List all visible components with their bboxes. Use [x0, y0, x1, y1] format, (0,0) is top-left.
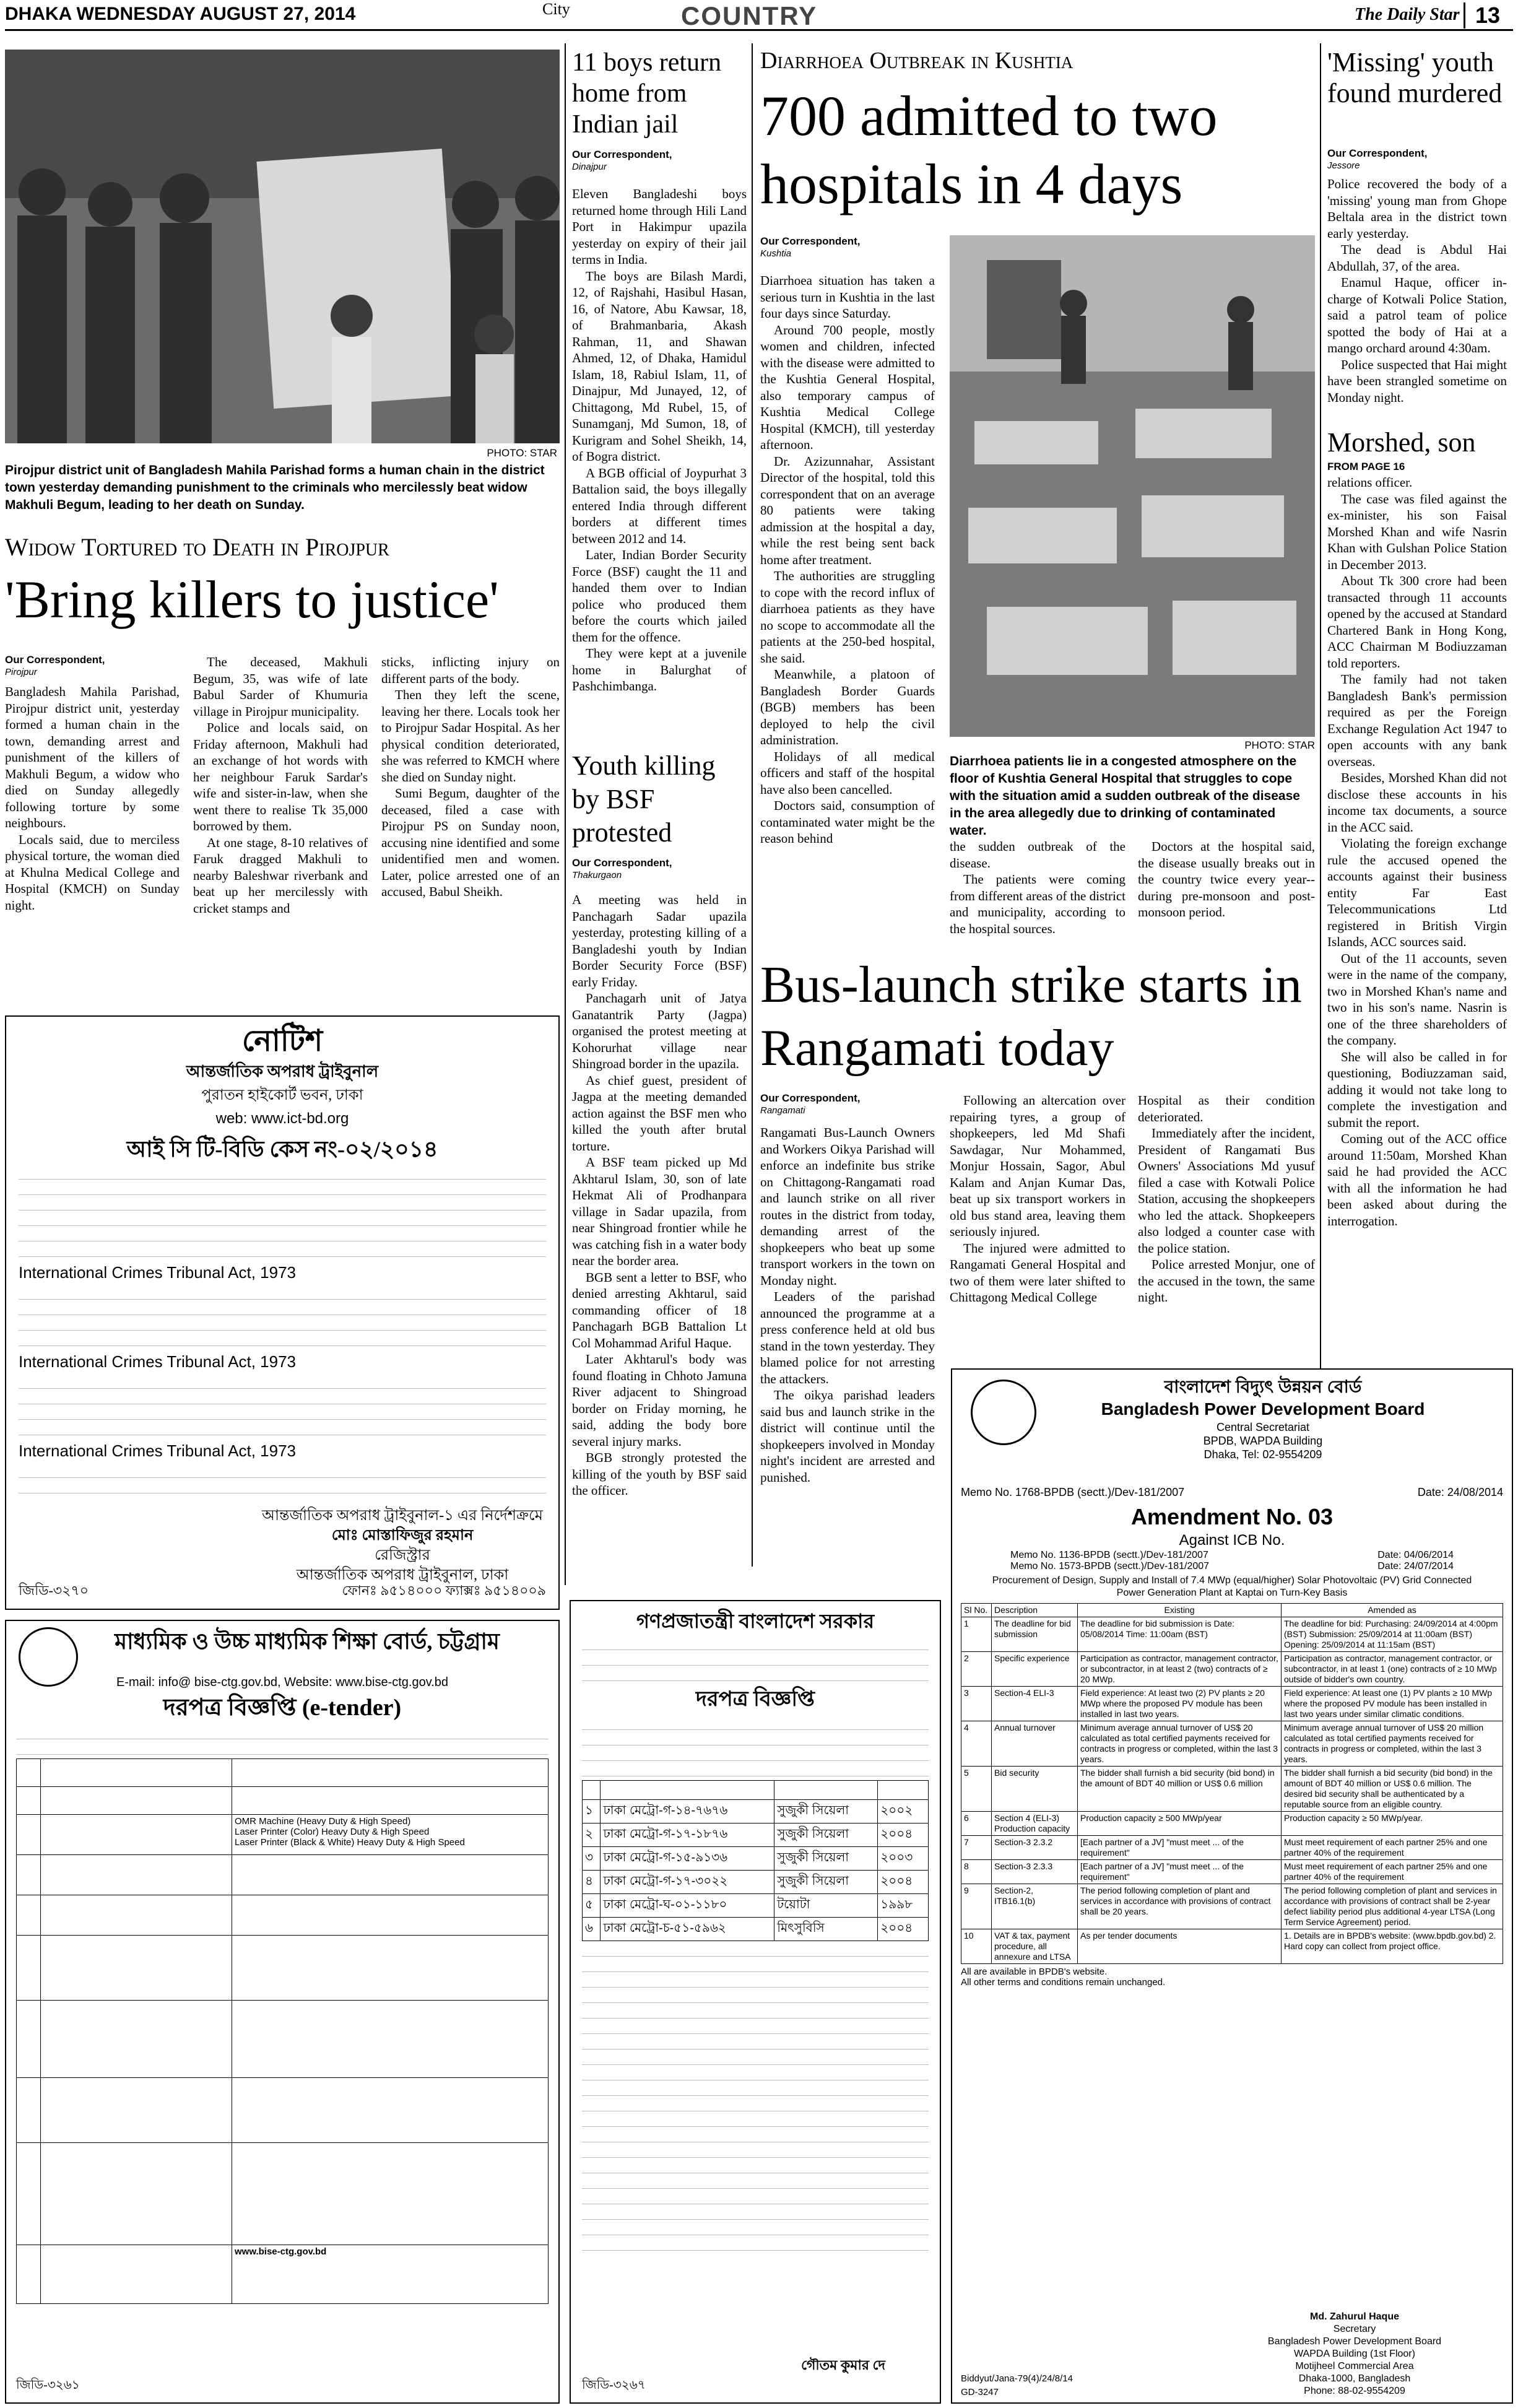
row-amended: The deadline for bid: Purchasing: 24/09/2014 at 4:00pm (BST) Submission: 25/09/2014 at 11:00am (BST) Opening: 25/09/2014 at 11:15am (BST)	[1282, 1617, 1503, 1652]
paragraph: Later, Indian Border Security Force (BSF) caught the 11 and handed them over to Indian police who produced them before the courts which jailed them for the offence.	[572, 547, 747, 645]
paragraph: Rangamati Bus-Launch Owners and Workers Oikya Parishad will enforce an indefinite bus strike on Chittagong-Rangamati road and launch strike on all river routes in the district from today, demanding arrest of the shopkeepers who beat up some transport workers in the town on Monday night.	[760, 1125, 935, 1288]
govt-signer: গৌতম কুমার দে	[801, 2357, 885, 2373]
row-sn: ২	[583, 1823, 601, 1847]
paragraph: Diarrhoea situation has taken a serious turn in Kushtia in the last four days since Saturday.	[760, 273, 935, 321]
paragraph: About Tk 300 crore had been transacted through 11 accounts opened by the accused at Standard Chartered Bank in Hong Kong, ACC Chairman M Bodiuzzaman told reporters.	[1327, 573, 1507, 671]
page-number: 13	[1464, 2, 1500, 28]
table-row	[583, 1871, 929, 1894]
tender-item: Laser Printer (Black & White) Heavy Duty & High Speed	[235, 1837, 465, 1848]
row-sl: 4	[961, 1721, 992, 1767]
byline-text: Our Correspondent,	[5, 654, 105, 666]
byline	[1327, 147, 1513, 172]
story-kicker: Widow Tortured to Death in Pirojpur	[5, 533, 389, 561]
row-sn: ১	[583, 1800, 601, 1823]
paragraph: Out of the 11 accounts, seven were in the name of the company, two in Morshed Khan's name and two in his son's name. Nasrin is one of the three shareholders of the company.	[1327, 950, 1507, 1048]
column-rule	[752, 43, 753, 1567]
project-title: Procurement of Design, Supply and Install of 7.4 MWp (equal/higher) Solar Photovoltaic (PV) Grid Connected Power Generation Plant at Kaptai on Turn-Key Basis	[992, 1575, 1472, 1598]
table-row	[583, 1847, 929, 1871]
byline-text: Our Correspondent,	[760, 1092, 861, 1104]
col-description: Description	[992, 1604, 1078, 1617]
paragraph: the sudden outbreak of the disease.	[950, 839, 1125, 871]
story-headline: 700 admitted to two hospitals in 4 days	[760, 84, 1218, 215]
paragraph: Following an altercation over repairing tyres, a group of shopkeepers, led Md Shafi Sawdagar, Nur Mohammed, Monjur Hossain, Sagor, Abul Kalam and Anjan Kumar Das, beat up six transport workers in old bus stand area, leaving them seriously injured.	[950, 1093, 1125, 1239]
row-existing: [Each partner of a JV] "must meet ... of the requirement"	[1078, 1860, 1282, 1884]
bpdb-signature	[1212, 2311, 1497, 2397]
row-reg: ঢাকা মেট্রো-চ-৫১-৫৯৬২	[601, 1918, 774, 1941]
paragraph: Police recovered the body of a 'missing' young man from Ghope Beltala area in the district town early yesterday.	[1327, 176, 1507, 241]
row-desc: The deadline for bid submission	[992, 1617, 1078, 1652]
sign-area: Motijheel Commercial Area	[1295, 2361, 1414, 2371]
row-car: সুজুকী সিয়েলা	[774, 1823, 878, 1847]
table-row	[961, 1652, 1503, 1687]
govt-body-text	[582, 1718, 929, 1776]
photo-credit: PHOTO: STAR	[487, 447, 557, 459]
row-existing: Field experience: At least two (2) PV plants ≥ 20 MWp where the proposed PV module has been installed in last two years.	[1078, 1687, 1282, 1721]
amendment-table	[961, 1603, 1503, 1964]
paragraph: Eleven Bangladeshi boys returned home through Hili Land Port in Hakimpur upazila yesterday on expiry of their jail terms in India.	[572, 186, 747, 267]
row-sl: 8	[961, 1860, 992, 1884]
row-desc: Section 4 (ELI-3) Production capacity	[992, 1812, 1078, 1836]
row-amended: The bidder shall furnish a bid security (bid bond) in the amount of BDT 40 million or US$ 0.6 million. The desired bid security shall be authenticated by a reputable source from an eligible country.	[1282, 1767, 1503, 1812]
paragraph: The patients were coming from different areas of the district and municipality, according to the hospital sources.	[950, 872, 1125, 936]
story-headline: 11 boys return home from Indian jail	[572, 48, 722, 139]
bpdb-memo-line	[961, 1486, 1503, 1499]
paragraph: Hospital as their condition deteriorated.	[1138, 1093, 1315, 1124]
sign-org: Bangladesh Power Development Board	[1267, 2336, 1442, 2347]
byline-text: Our Correspondent,	[1327, 147, 1428, 159]
story-column	[1327, 176, 1507, 406]
row-existing: As per tender documents	[1078, 1929, 1282, 1964]
paragraph: Panchagarh unit of Jatya Ganatantrik Party (Jagpa) organised the protest meeting at Kohorurhat village near Shingroad border in the upazila.	[572, 991, 747, 1071]
column-rule	[1320, 43, 1321, 1368]
dateline: Pirojpur	[5, 667, 37, 677]
dateline: Thakurgaon	[572, 870, 622, 880]
row-car: টয়োটা	[774, 1894, 878, 1918]
notice-act-reference: International Crimes Tribunal Act, 1973	[19, 1263, 297, 1282]
ad-code: জিডি-৩২৬৭	[582, 2378, 646, 2392]
story-column	[950, 1092, 1125, 1306]
row-car: মিৎসুবিসি	[774, 1918, 878, 1941]
memo-date: Date: 24/08/2014	[1417, 1486, 1503, 1498]
amendment-against: Against ICB No.	[1179, 1532, 1285, 1549]
page-header	[5, 0, 1513, 31]
row-amended: Production capacity ≥ 50 MWp/year.	[1282, 1812, 1503, 1836]
row-existing: The bidder shall furnish a bid security (bid bond) in the amount of BDT 40 million or US$ 0.6 million	[1078, 1767, 1282, 1812]
row-amended: Minimum average annual turnover of US$ 20 million calculated as total certified payments received for contracts in progress or completed, within the last 3 years.	[1282, 1721, 1503, 1767]
ad-code: জিডি-৩২৬১	[16, 2378, 80, 2392]
masthead-logo: The Daily Star	[1355, 5, 1460, 24]
paragraph: The boys are Bilash Mardi, 12, of Rajshahi, Hasibul Hasan, 16, of Natore, Abu Kawsar, 18, of Brahmanbaria, Akash Rahman, 11, and Shawan Ahmed, 12, of Dhaka, Hamidul Islam, 18, Rabiul Islam, 11, of Dinajpur, Md Junayed, 12, of Chittagong, Md Rubel, 15, of Sunamganj, Md Sumon, 18, of Kurigram and Sohel Sheikh, 14, of Bogra district.	[572, 268, 747, 464]
bpdb-footer-note: All are available in BPDB's website.	[961, 1967, 1108, 1977]
paragraph: Meanwhile, a platoon of Bangladesh Border Guards (BGB) members has been deployed to help the civil administration.	[760, 667, 935, 747]
tender-body-text	[16, 1728, 549, 1755]
paragraph: The authorities are struggling to cope with the record influx of diarrhoea patients as they have no scope to accommodate all the patients at the 250-bed hospital, she said.	[760, 568, 935, 666]
byline	[760, 235, 940, 260]
vehicle-table	[582, 1780, 929, 1941]
sign-city: Dhaka-1000, Bangladesh	[1298, 2373, 1411, 2384]
notice-act-reference: International Crimes Tribunal Act, 1973	[19, 1352, 297, 1371]
bpdb-secretariat: Central Secretariat	[1216, 1421, 1310, 1433]
memo-number: Memo No. 1768-BPDB (sectt.)/Dev-181/2007	[961, 1486, 1185, 1498]
paragraph: BGB sent a letter to BSF, who denied arresting Akhtarul, said commanding officer of 18 Panchagarh BGB Battalion Lt Col Mohammad Ariful Haque.	[572, 1269, 747, 1350]
byline	[760, 1092, 935, 1117]
dateline: Jessore	[1327, 160, 1360, 171]
paragraph: Around 700 people, mostly women and children, infected with the disease were admitted to the Kushtia General Hospital, also temporary campus of Kushtia Medical College Hospital (KMCH), till yesterday afternoon.	[760, 322, 935, 452]
row-amended: 1. Details are in BPDB's website: (www.bpdb.gov.bd) 2. Hard copy can collect from project office.	[1282, 1929, 1503, 1964]
story-column	[381, 654, 560, 900]
paragraph: At one stage, 8-10 relatives of Faruk dragged Makhuli to nearby Baleshwar riverbank and beat up her mercilessly with cricket stamps and	[193, 835, 368, 916]
row-desc: Section-3 2.3.3	[992, 1860, 1078, 1884]
row-amended: Participation as contractor, management contractor, or subcontractor, in at least 1 (one) contracts of ≥ 10 MWp outside of bidder's own country.	[1282, 1652, 1503, 1687]
story-column	[1138, 838, 1315, 921]
notice-case-number: আই সি টি-বিডি কেস নং-০২/২০১৪	[126, 1137, 438, 1162]
row-sn: ৩	[583, 1847, 601, 1871]
paragraph: sticks, inflicting injury on different parts of the body.	[381, 654, 560, 686]
paragraph: Sumi Begum, daughter of the deceased, filed a case with Pirojpur PS on Sunday noon, accusing nine identified and some unidentified men and women. Later, police arrested one of an accused, Babul Sheikh.	[381, 786, 560, 899]
row-year: ২০০২	[878, 1800, 929, 1823]
row-year: ২০০৪	[878, 1918, 929, 1941]
bpdb-memo-line	[961, 1550, 1503, 1561]
paragraph: Bangladesh Mahila Parishad, Pirojpur district unit, yesterday formed a human chain in the town, demanding arrest and punishment of the killers of Makhuli Begum, a widow who died on Sunday allegedly following torture by some neighbours.	[5, 684, 180, 830]
row-amended: The period following completion of plant and services in accordance with provisions of contract shall be 2-year defect liability period plus additional 4-year LTSA (Long Term Service Agreement) period.	[1282, 1884, 1503, 1929]
photo-human-chain	[5, 50, 560, 443]
sign-title: রেজিস্ট্রার	[375, 1547, 430, 1563]
table-row	[961, 1721, 1503, 1767]
row-existing: The period following completion of plant and services in accordance with provisions of contract shall be 20 years.	[1078, 1884, 1282, 1929]
byline-text: Our Correspondent,	[572, 857, 672, 869]
paragraph: Police arrested Monjur, one of the accused in the town, the same night.	[1138, 1257, 1315, 1305]
row-existing: Participation as contractor, management contractor, or subcontractor, in at least 2 (two) contracts of ≥ 20 MWp.	[1078, 1652, 1282, 1687]
ad-code: জিডি-৩২৭০	[19, 1583, 89, 1598]
govt-title: গণপ্রজাতন্ত্রী বাংলাদেশ সরকার	[636, 1610, 875, 1632]
tender-item: Laser Printer (Color) Heavy Duty & High Speed	[235, 1827, 430, 1837]
row-reg: ঢাকা মেট্রো-গ-১৭-১৮৭৬	[601, 1823, 774, 1847]
bpdb-title-bn: বাংলাদেশ বিদ্যুৎ উন্নয়ন বোর্ড	[1164, 1377, 1362, 1396]
sign-phone: Phone: 88-02-9554209	[1304, 2386, 1405, 2396]
memo-date: Date: 04/06/2014	[1377, 1550, 1454, 1560]
row-desc: VAT & tax, payment procedure, all annexure and LTSA	[992, 1929, 1078, 1964]
byline	[572, 857, 747, 882]
story-column	[760, 272, 935, 847]
table-row	[583, 1894, 929, 1918]
story-column	[193, 654, 368, 916]
notice-body-text	[19, 1288, 546, 1346]
paragraph: As chief guest, president of Jagpa at the meeting demanded action against the BSF men who killed the youth after brutal torture.	[572, 1072, 747, 1154]
bpdb-logo-icon	[971, 1380, 1036, 1445]
col-existing: Existing	[1078, 1604, 1282, 1617]
story-headline: Youth killing by BSF protested	[572, 750, 716, 848]
ad-education-board	[5, 1620, 560, 2404]
notice-body-text	[19, 1377, 546, 1435]
bpdb-footer-note: All other terms and conditions remain unchanged.	[961, 1977, 1166, 1988]
table-row	[961, 1860, 1503, 1884]
row-desc: Section-4 ELI-3	[992, 1687, 1078, 1721]
sign-office: আন্তর্জাতিক অপরাধ ট্রাইবুনাল-১ এর নির্দেশক্রমে	[261, 1508, 544, 1524]
board-seal-icon	[19, 1627, 78, 1687]
memo-number: Memo No. 1136-BPDB (sectt.)/Dev-181/2007	[1010, 1550, 1208, 1560]
paragraph: The oikya parishad leaders said bus and launch strike in the district will continue until the shopkeepers involved in Monday night's incident are arrested and punished.	[760, 1388, 935, 1485]
tender-table	[16, 1758, 549, 2304]
row-amended: Must meet requirement of each partner 25% and one partner 40% of the requirement	[1282, 1860, 1503, 1884]
column-rule	[565, 43, 566, 1585]
notice-body-text	[19, 1466, 546, 1493]
paragraph: Police suspected that Hai might have been strangled sometime on Monday night.	[1327, 357, 1507, 405]
paragraph: The case was filed against the ex-minister, his son Faisal Morshed Khan and wife Nasrin Khan with Gulshan Police Station in December 2013.	[1327, 491, 1507, 572]
row-desc: Section-3 2.3.2	[992, 1836, 1078, 1860]
row-reg: ঢাকা মেট্রো-গ-১৭-৩০২২	[601, 1871, 774, 1894]
row-reg: ঢাকা মেট্রো-গ-১৪-৭৬৭৬	[601, 1800, 774, 1823]
row-sn: ৬	[583, 1918, 601, 1941]
story-headline: 'Bring killers to justice'	[5, 570, 499, 629]
paragraph: relations officer.	[1327, 475, 1413, 490]
row-existing: [Each partner of a JV] "must meet ... of the requirement"	[1078, 1836, 1282, 1860]
table-row	[583, 1823, 929, 1847]
board-email: E-mail: info@ bise-ctg.gov.bd, Website: www.bise-ctg.gov.bd	[116, 1676, 449, 1689]
story-headline: Morshed, son	[1327, 427, 1476, 458]
story-column	[1138, 1092, 1315, 1306]
ad-reference: Biddyut/Jana-79(4)/24/8/14	[961, 2373, 1073, 2384]
paragraph: The dead is Abdul Hai Abdullah, 37, of the area.	[1327, 242, 1507, 274]
ad-govt-tender	[570, 1600, 941, 2404]
photo-caption: Pirojpur district unit of Bangladesh Mahila Parishad forms a human chain in the district town yesterday demanding punishment to the criminals who mercilessly beat widow Makhuli Begum, leading to her death on Sunday.	[5, 463, 545, 512]
paragraph: BGB strongly protested the killing of the youth by BSF said the officer.	[572, 1450, 747, 1498]
row-sl: 1	[961, 1617, 992, 1652]
bpdb-city: Dhaka, Tel: 02-9554209	[1204, 1448, 1322, 1461]
paragraph: Holidays of all medical officers and staff of the hospital have also been cancelled.	[760, 749, 935, 797]
row-existing: Production capacity ≥ 500 MWp/year	[1078, 1812, 1282, 1836]
table-row	[961, 1767, 1503, 1812]
ad-tribunal-notice	[5, 1015, 560, 1610]
memo-date: Date: 24/07/2014	[1377, 1561, 1454, 1571]
paragraph: Besides, Morshed Khan did not disclose these accounts in his income tax documents, a source in the ACC said.	[1327, 770, 1507, 835]
row-year: ২০০৪	[878, 1823, 929, 1847]
photo-hospital	[950, 235, 1315, 737]
section-city: City	[542, 0, 570, 18]
row-sl: 3	[961, 1687, 992, 1721]
table-row	[961, 1884, 1503, 1929]
table-row	[583, 1800, 929, 1823]
bpdb-building: BPDB, WAPDA Building	[1203, 1435, 1323, 1447]
hospital-photo-art	[950, 235, 1315, 737]
notice-web[interactable]: web: www.ict-bd.org	[215, 1110, 349, 1127]
human-chain-photo-art	[5, 50, 560, 443]
paragraph: Immediately after the incident, President of Rangamati Bus Owners' Associations Md yusuf filed a case with Kotwali Police Station, accusing the shopkeepers who led the attack. Shopkeepers also lodged a counter case with the police station.	[1138, 1126, 1315, 1256]
row-sl: 9	[961, 1884, 992, 1929]
row-sl: 10	[961, 1929, 992, 1964]
notice-act-reference: International Crimes Tribunal Act, 1973	[19, 1441, 297, 1460]
paragraph: Doctors said, consumption of contaminated water might be the reason behind	[760, 798, 935, 846]
story-column	[760, 1124, 935, 1485]
section-title: COUNTRY	[681, 1, 818, 30]
paragraph: The injured were admitted to Rangamati General Hospital and two of them were later shifted to Chittagong Medical College	[950, 1240, 1125, 1305]
row-amended: Must meet requirement of each partner 25% and one partner 40% of the requirement	[1282, 1836, 1503, 1860]
row-car: সুজুকী সিয়েলা	[774, 1871, 878, 1894]
dateline: Rangamati	[760, 1105, 805, 1116]
table-row	[583, 1918, 929, 1941]
paragraph: Locals said, due to merciless physical torture, the woman died at Khulna Medical College and Hospital (KMCH) on Sunday night.	[5, 832, 180, 913]
byline-text: Our Correspondent,	[572, 149, 672, 160]
col-amended: Amended as	[1282, 1604, 1503, 1617]
edition-date: DHAKA WEDNESDAY AUGUST 27, 2014	[5, 4, 356, 24]
byline	[5, 654, 178, 679]
notice-phone: ফোনঃ ৯৫১৪০০০ ফ্যাক্সঃ ৯৫১৪০০৯	[342, 1583, 546, 1598]
govt-tender-title: দরপত্র বিজ্ঞপ্তি	[696, 1688, 815, 1711]
row-sl: 2	[961, 1652, 992, 1687]
table-row	[961, 1812, 1503, 1836]
table-row	[961, 1836, 1503, 1860]
paragraph: Coming out of the ACC office around 11:50am, Morshed Khan said he had provided the ACC with all the information he had been asked about during the interrogation.	[1327, 1131, 1507, 1228]
tender-title: দরপত্র বিজ্ঞপ্তি (e-tender)	[163, 1695, 402, 1721]
row-sn: ৪	[583, 1871, 601, 1894]
bpdb-title-en: Bangladesh Power Development Board	[1101, 1399, 1425, 1419]
story-headline: 'Missing' youth found murdered	[1327, 47, 1503, 108]
amendment-title: Amendment No. 03	[1130, 1504, 1334, 1529]
notice-address: পুরাতন হাইকোর্ট ভবন, ঢাকা	[201, 1087, 363, 1103]
table-row	[961, 1617, 1503, 1652]
row-existing: The deadline for bid submission is Date: 05/08/2014 Time: 11:00am (BST)	[1078, 1617, 1282, 1652]
photo-credit: PHOTO: STAR	[1244, 739, 1315, 751]
sign-org: আন্তর্জাতিক অপরাধ ট্রাইবুনাল, ঢাকা	[296, 1567, 509, 1583]
row-amended: Field experience: At least one (1) PV plants ≥ 10 MWp where the proposed PV module has been installed in last two years under similar climatic conditions.	[1282, 1687, 1503, 1721]
row-reg: ঢাকা মেট্রো-গ-১৫-৯১৩৬	[601, 1847, 774, 1871]
row-sl: 5	[961, 1767, 992, 1812]
paragraph: Doctors at the hospital said, the disease usually breaks out in the country twice every year--during pre-monsoon and post-monsoon period.	[1138, 839, 1315, 919]
from-page: FROM PAGE 16	[1327, 461, 1405, 472]
table-row	[961, 1687, 1503, 1721]
govt-body-text	[582, 1945, 929, 2251]
row-sl: 6	[961, 1812, 992, 1836]
paragraph: Enamul Haque, officer in-charge of Kotwali Police Station, said a patrol team of police spotted the body of Hai at a mango orchard around 4:30am.	[1327, 275, 1507, 355]
row-sn: ৫	[583, 1894, 601, 1918]
row-year: ২০০৪	[878, 1871, 929, 1894]
board-website[interactable]: www.bise-ctg.gov.bd	[232, 2245, 549, 2304]
paragraph: Later Akhtarul's body was found floating in Chhoto Jamuna River adjacent to Shingroad border on Friday morning, he said, adding the body bore several injury marks.	[572, 1352, 747, 1449]
byline	[572, 149, 747, 173]
board-title: মাধ্যমিক ও উচ্চ মাধ্যমিক শিক্ষা বোর্ড, চট্টগ্রাম	[115, 1629, 500, 1654]
row-desc: Section-2, ITB16.1(b)	[992, 1884, 1078, 1929]
story-column	[1327, 474, 1507, 1229]
paragraph: Dr. Azizunnahar, Assistant Director of the hospital, told this correspondent that on an average 80 patients were taking admission at the hospital a day, while the rest being sent back home after treatment.	[760, 453, 935, 567]
row-year: ১৯৯৮	[878, 1894, 929, 1918]
paragraph: The family had not taken Bangladesh Bank's permission required as per the Foreign Exchange Regulation Act 1947 to open accounts with any bank overseas.	[1327, 672, 1507, 769]
story-column	[5, 684, 180, 913]
table-row	[961, 1929, 1503, 1964]
sign-building: WAPDA Building (1st Floor)	[1294, 2349, 1415, 2359]
tender-item: OMR Machine (Heavy Duty & High Speed)	[235, 1816, 411, 1827]
notice-title: নোটিশ	[241, 1025, 323, 1058]
notice-body-text	[19, 1168, 546, 1257]
paragraph: Then they left the scene, leaving her there. Locals took her to Pirojpur Sadar Hospital. As her physical condition deteriorated, she was referred to KMCH where she died on Sunday night.	[381, 687, 560, 785]
notice-signature	[254, 1506, 551, 1585]
paragraph: A BSF team picked up Md Akhtarul Islam, 30, son of late Hekmat Ali of Prodhanpara village in Sadar upazila, from near Shingroad frontier while he was catching fish in a water body near the border area.	[572, 1155, 747, 1268]
row-sl: 7	[961, 1836, 992, 1860]
dateline: Kushtia	[760, 248, 792, 259]
row-desc: Annual turnover	[992, 1721, 1078, 1767]
story-kicker: Diarrhoea Outbreak in Kushtia	[760, 48, 1073, 74]
ad-bpdb-amendment	[951, 1368, 1513, 2404]
story-column	[572, 892, 747, 1499]
sign-name: Md. Zahurul Haque	[1310, 2311, 1399, 2322]
sign-title: Secretary	[1333, 2324, 1376, 2334]
row-car: সুজুকী সিয়েলা	[774, 1800, 878, 1823]
paragraph: She will also be called in for questioning, Bodiuzzaman said, adding it would not take long to complete the investigation and submit the report.	[1327, 1049, 1507, 1130]
paragraph: They were kept at a juvenile home in Balurghat of Pashchimbanga.	[572, 646, 747, 693]
paragraph: A BGB official of Joypurhat 3 Battalion said, the boys illegally entered India through different borders at different times between 2012 and 14.	[572, 465, 747, 546]
story-column	[572, 186, 747, 695]
memo-number: Memo No. 1573-BPDB (sectt.)/Dev-181/2007	[1010, 1561, 1210, 1571]
govt-body-text	[582, 1638, 929, 1681]
row-reg: ঢাকা মেট্রো-ঘ-০১-১১৮০	[601, 1894, 774, 1918]
photo-caption: Diarrhoea patients lie in a congested atmosphere on the floor of Kushtia General Hospital that struggles to cope with the situation amid a sudden outbreak of the disease in the area allegedly due to drinking of contaminated water.	[950, 754, 1300, 838]
paragraph: The deceased, Makhuli Begum, 35, was wife of late Babul Sarder of Khumuria village in Pirojpur municipality.	[193, 654, 368, 719]
row-existing: Minimum average annual turnover of US$ 20 calculated as total certified payments received for contracts in progress or completed, within the last 3 years.	[1078, 1721, 1282, 1767]
col-sl: Sl No.	[961, 1604, 992, 1617]
byline-text: Our Correspondent,	[760, 235, 861, 247]
paragraph: Police and locals said, on Friday afternoon, Makhuli had an exchange of hot words with her neighbour Faruk Sardar's wife and sister-in-law, when she went there to realise Tk 35,000 borrowed by them.	[193, 720, 368, 833]
notice-org: আন্তর্জাতিক অপরাধ ট্রাইবুনাল	[186, 1063, 379, 1080]
paragraph: A meeting was held in Panchagarh Sadar upazila yesterday, protesting killing of a Bangladeshi youth by Indian Border Security Force (BSF) early Friday.	[572, 892, 747, 989]
ad-code: GD-3247	[961, 2387, 999, 2397]
row-desc: Specific experience	[992, 1652, 1078, 1687]
paragraph: Leaders of the parishad announced the programme at a press conference held at old bus stand in the town yesterday. They blamed police for not arresting the attackers.	[760, 1289, 935, 1386]
sign-name: মোঃ মোস্তাফিজুর রহমান	[331, 1528, 474, 1544]
row-year: ২০০৩	[878, 1847, 929, 1871]
bpdb-memo-line	[961, 1561, 1503, 1572]
dateline: Dinajpur	[572, 162, 607, 172]
row-car: সুজুকী সিয়েলা	[774, 1847, 878, 1871]
paragraph: Violating the foreign exchange rule the accused opened the accounts against their business entity Far East Telecommunications Ltd registered in British Virgin Islands, ACC sources said.	[1327, 836, 1507, 949]
row-desc: Bid security	[992, 1767, 1078, 1812]
story-headline: Bus-launch strike starts in Rangamati today	[760, 956, 1302, 1077]
story-column	[950, 838, 1125, 937]
